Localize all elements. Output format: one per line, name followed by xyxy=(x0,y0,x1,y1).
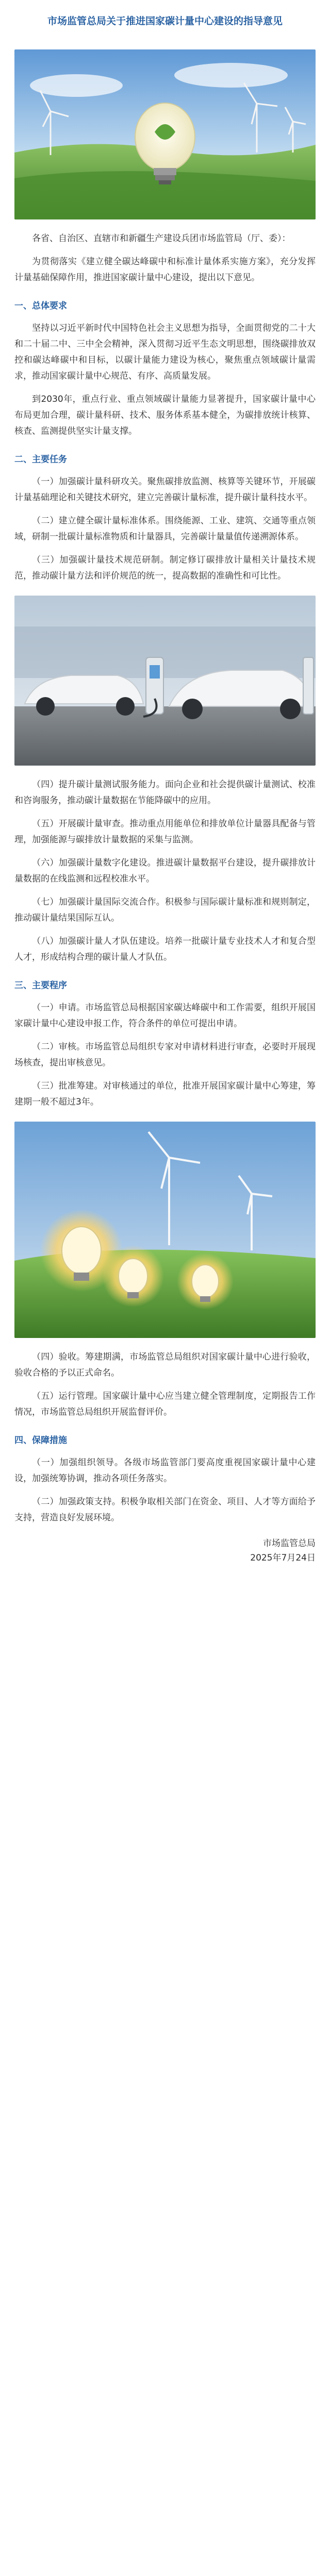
task-item-8: （八）加强碳计量人才队伍建设。培养一批碳计量专业技术人才和复合型人才，形成结构合理的碳计量人才队伍。 xyxy=(14,936,316,962)
bulbs-turbines-image xyxy=(14,1122,316,1338)
task-item-3: （三）加强碳计量技术规范研制。制定修订碳排放计量相关计量技术规范，推动碳计量方法和评价规范的统一，提高数据的准确性和可比性。 xyxy=(14,555,316,581)
procedure-item-3: （三）批准筹建。对审核通过的单位，批准开展国家碳计量中心筹建，筹建期一般不超过3年。 xyxy=(14,1081,316,1107)
safeguard-item-1: （一）加强组织领导。各级市场监管部门要高度重视国家碳计量中心建设，加强统筹协调，推动各项任务落实。 xyxy=(14,1458,316,1484)
safeguard-item-2: （二）加强政策支持。积极争取相关部门在资金、项目、人才等方面给予支持，营造良好发展环境。 xyxy=(14,1497,316,1523)
procedure-item-4: （四）验收。筹建期满，市场监管总局组织对国家碳计量中心进行验收，验收合格的予以正式命名。 xyxy=(14,1352,316,1378)
procedure-item-5: （五）运行管理。国家碳计量中心应当建立健全管理制度，定期报告工作情况，市场监管总局组织开展监督评价。 xyxy=(14,1391,316,1417)
section-heading-procedure: 三、主要程序 xyxy=(14,980,67,991)
section-heading-tasks: 二、主要任务 xyxy=(14,454,67,465)
general-paragraph-2: 到2030年，重点行业、重点领域碳计量能力显著提升，国家碳计量中心布局更加合理，碳计量科研、技术、服务体系基本健全，为碳排放统计核算、核查、监测提供坚实计量支撑。 xyxy=(14,394,316,436)
signature-date: 2025年7月24日 xyxy=(250,1553,316,1563)
task-item-1: （一）加强碳计量科研攻关。聚焦碳排放监测、核算等关键环节，开展碳计量基础理论和关键技术研究，建立完善碳计量标准，提升碳计量科技水平。 xyxy=(14,477,316,503)
task-item-7: （七）加强碳计量国际交流合作。积极参与国际碳计量标准和规则制定，推动碳计量结果国际互认。 xyxy=(14,897,316,923)
section-heading-safeguards: 四、保障措施 xyxy=(14,1435,67,1446)
page-title: 市场监管总局关于推进国家碳计量中心建设的指导意见 xyxy=(47,15,283,27)
ev-charging-image xyxy=(14,596,316,766)
general-paragraph-1: 坚持以习近平新时代中国特色社会主义思想为指导，全面贯彻党的二十大和二十届二中、三中全会精神，深入贯彻习近平生态文明思想，围绕碳排放双控和碳达峰碳中和目标，以碳计量能力建设为核心，聚焦重点领域碳计量需求，推动国家碳计量中心规范、有序、高质量发展。 xyxy=(14,323,316,381)
salutation: 各省、自治区、直辖市和新疆生产建设兵团市场监管局（厅、委）： xyxy=(32,233,291,244)
task-item-5: （五）开展碳计量审查。推动重点用能单位和排放单位计量器具配备与管理，加强能源与碳排放计量数据的采集与监测。 xyxy=(14,819,316,845)
signature-block xyxy=(14,1536,316,1565)
task-item-6: （六）加强碳计量数字化建设。推进碳计量数据平台建设，提升碳排放计量数据的在线监测和远程校准水平。 xyxy=(14,858,316,884)
task-item-4: （四）提升碳计量测试服务能力。面向企业和社会提供碳计量测试、校准和咨询服务，推动碳计量数据在节能降碳中的应用。 xyxy=(14,779,316,806)
wind-farm-image xyxy=(14,49,316,219)
section-heading-general: 一、总体要求 xyxy=(14,301,67,311)
signature-org: 市场监管总局 xyxy=(263,1538,316,1549)
task-item-2: （二）建立健全碳计量标准体系。围绕能源、工业、建筑、交通等重点领域，研制一批碳计量标准物质和计量器具，完善碳计量量值传递溯源体系。 xyxy=(14,516,316,542)
procedure-item-2: （二）审核。市场监管总局组织专家对申请材料进行审查，必要时开展现场核查，提出审核意见。 xyxy=(14,1042,316,1068)
intro-paragraph: 为贯彻落实《建立健全碳达峰碳中和标准计量体系实施方案》，充分发挥计量基础保障作用，推进国家碳计量中心建设，提出以下意见。 xyxy=(14,257,316,283)
procedure-item-1: （一）申请。市场监管总局根据国家碳达峰碳中和工作需要，组织开展国家碳计量中心建设申报工作，符合条件的单位可提出申请。 xyxy=(14,1003,316,1029)
